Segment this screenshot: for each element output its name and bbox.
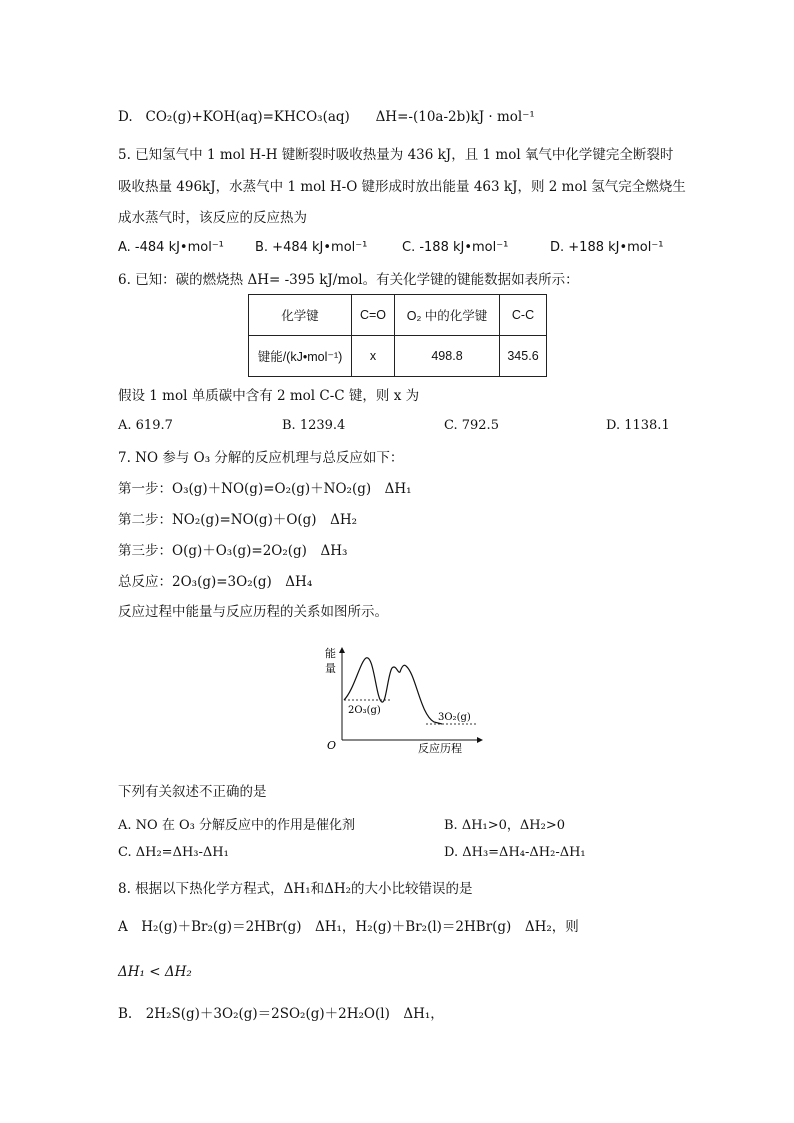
q4-d-equation: CO₂(g)+KOH(aq)=KHCO₃(aq) [145,109,350,125]
x-axis-arrow-icon [477,737,483,743]
q4-option-d [118,108,535,126]
q6-option-b: B. 1239.4 [282,418,346,433]
q6-option-c: C. 792.5 [444,418,499,433]
q7-step3: 第三步：O(g)＋O₃(g)=2O₂(g) ΔH₃ [118,543,348,559]
energy-profile-diagram [316,644,486,756]
q5-option-b: B. +484 kJ•mol⁻¹ [255,240,368,255]
product-label: 3O₂(g) [438,712,471,723]
table-cell: x [352,336,395,377]
q5-option-c: C. -188 kJ•mol⁻¹ [402,240,509,255]
q8-option-a: A H₂(g)＋Br₂(g)＝2HBr(g) ΔH₁，H₂(g)＋Br₂(l)＝2HBr(g) ΔH₂，则 [118,919,579,935]
q7-option-b: B. ΔH₁>0，ΔH₂>0 [444,818,566,833]
q4-d-enthalpy: ΔH=-(10a-2b)kJ · mol⁻¹ [375,109,535,125]
q6-option-a: A. 619.7 [118,418,173,433]
y-axis-arrow-icon [339,647,345,653]
y-axis-label: 能 [325,647,336,660]
q5-stem-line2: 吸收热量 496kJ，水蒸气中 1 mol H-O 键形成时放出能量 463 kJ，则 2 mol 氢气完全燃烧生 [118,179,686,195]
table-cell: 键能/(kJ•mol⁻¹) [249,336,352,377]
q6-stem-line1: 6. 已知：碳的燃烧热 ΔH= -395 kJ/mol。有关化学键的键能数据如表所示： [118,272,579,288]
table-header-cell: C=O [352,295,395,336]
q7-option-c: C. ΔH₂=ΔH₃-ΔH₁ [118,845,229,860]
table-header-cell: O₂ 中的化学键 [395,295,500,336]
q7-question: 下列有关叙述不正确的是 [118,784,267,800]
origin-label: O [327,739,337,752]
q7-stem-line1: 7. NO 参与 O₃ 分解的反应机理与总反应如下： [118,450,404,466]
q5-option-d: D. +188 kJ•mol⁻¹ [550,240,664,255]
q7-option-a: A. NO 在 O₃ 分解反应中的作用是催化剂 [118,818,355,833]
q6-option-d: D. 1138.1 [606,418,670,433]
q5-stem-line1: 5. 已知氢气中 1 mol H-H 键断裂时吸收热量为 436 kJ，且 1 mol 氧气中化学键完全断裂时 [118,147,674,163]
reactant-label: 2O₃(g) [348,705,381,716]
q5-stem-line3: 成水蒸气时，该反应的反应热为 [118,210,307,226]
table-cell: 345.6 [500,336,547,377]
bond-energy-table [248,294,547,377]
table-row [249,295,547,336]
q7-option-d: D. ΔH₃=ΔH₄-ΔH₂-ΔH₁ [444,845,586,860]
table-row [249,336,547,377]
q5-option-a: A. -484 kJ•mol⁻¹ [118,240,224,255]
q4-d-label: D. [118,109,133,125]
q7-step2: 第二步：NO₂(g)=NO(g)＋O(g) ΔH₂ [118,512,358,528]
q7-figure-caption: 反应过程中能量与反应历程的关系如图所示。 [118,604,388,620]
table-cell: 498.8 [395,336,500,377]
q6-stem-line2: 假设 1 mol 单质碳中含有 2 mol C-C 键，则 x 为 [118,388,420,404]
q8-stem: 8. 根据以下热化学方程式，ΔH₁和ΔH₂的大小比较错误的是 [118,881,473,897]
q7-total-reaction: 总反应：2O₃(g)=3O₂(g) ΔH₄ [118,574,313,590]
x-axis-label: 反应历程 [418,742,462,755]
y-axis-label-line2: 量 [325,662,336,675]
q7-step1: 第一步：O₃(g)＋NO(g)=O₂(g)＋NO₂(g) ΔH₁ [118,481,412,497]
q8-option-b: B. 2H₂S(g)＋3O₂(g)＝2SO₂(g)＋2H₂O(l) ΔH₁， [118,1006,444,1022]
table-header-cell: C-C [500,295,547,336]
q8-option-a-continued: ΔH₁ < ΔH₂ [118,964,192,980]
table-header-cell: 化学键 [249,295,352,336]
